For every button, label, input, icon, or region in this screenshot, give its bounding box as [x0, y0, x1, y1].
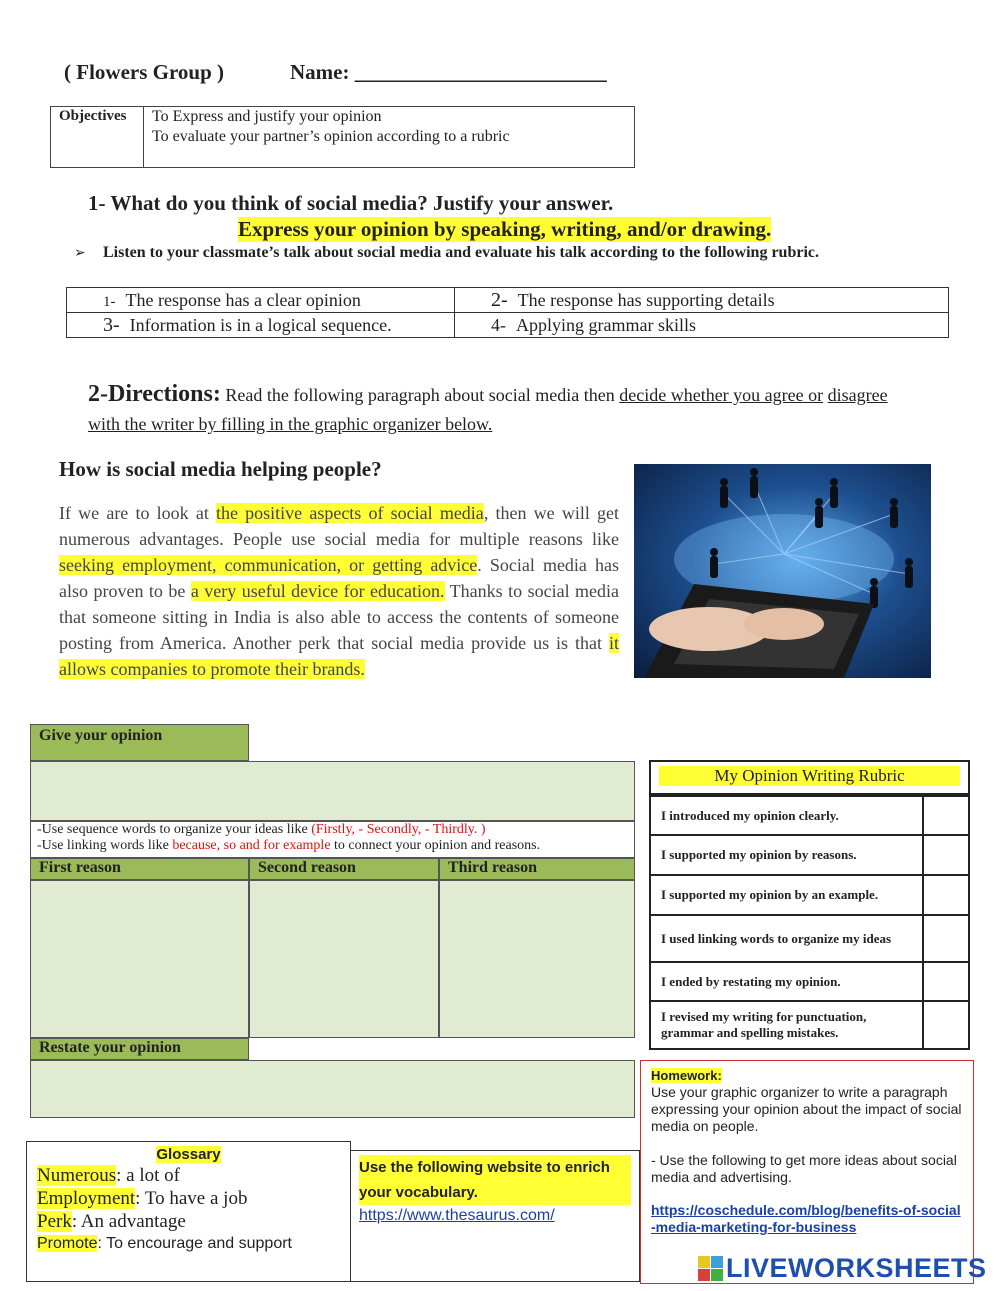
rubric-item: Information is in a logical sequence. — [129, 314, 392, 335]
writing-rubric-item: I supported my opinion by an example. — [650, 875, 923, 915]
writing-rubric — [649, 760, 970, 1050]
give-opinion-header: Give your opinion — [30, 724, 249, 761]
article-text: , then we will get numerous advantages. People use social media for multiple reasons like — [59, 503, 619, 549]
glossary-word: Numerous — [37, 1165, 117, 1186]
directions — [88, 380, 908, 439]
writing-rubric-item: I revised my writing for punctuation, grammar and spelling mistakes. — [650, 1001, 923, 1049]
glossary-word: Promote — [37, 1235, 98, 1252]
homework-box — [640, 1060, 974, 1284]
article-text: If we are to look at — [59, 503, 216, 523]
directions-title: 2-Directions: — [88, 381, 221, 407]
rubric-num: 1- — [103, 293, 116, 310]
writing-rubric-item: I supported my opinion by reasons. — [650, 835, 923, 875]
highlight-uses: seeking employment, communication, or getting advice — [59, 555, 478, 575]
article-heading: How is social media helping people? — [59, 457, 382, 481]
glossary-item — [37, 1187, 340, 1210]
restate-opinion-input[interactable] — [30, 1060, 635, 1118]
article-text: . Social media has also proven to be — [59, 555, 619, 601]
name-field-label: Name: ________________________ — [290, 60, 607, 84]
highlight-brands: it allows companies to promote their brands. — [59, 633, 619, 679]
organizer-hints — [30, 821, 635, 858]
liveworksheets-logo-icon — [698, 1256, 723, 1281]
article-text: Thanks to social media that someone sitting in India is also able to access the contents of someone posting from America. Another perk that social media provide us is that — [59, 581, 620, 653]
hint-sequence-words: (Firstly, - Secondly, - Thirdly. ) — [311, 822, 486, 837]
rubric-checkbox[interactable] — [923, 1001, 969, 1049]
glossary-box — [26, 1141, 351, 1282]
hint-linking-words: because, so and for example — [172, 838, 331, 853]
rubric-item: The response has a clear opinion — [125, 289, 361, 310]
second-reason-header: Second reason — [249, 858, 439, 880]
directions-underlined-1: decide whether you agree or — [619, 385, 824, 405]
rubric-item: Applying grammar skills — [516, 314, 696, 335]
question-1: 1- What do you think of social media? Justify your answer. — [88, 191, 614, 215]
liveworksheets-logo-text: LIVEWORKSHEETS — [726, 1253, 987, 1283]
glossary-word: Employment — [37, 1188, 136, 1209]
writing-rubric-title-text: My Opinion Writing Rubric — [659, 766, 960, 786]
glossary-item — [37, 1164, 340, 1187]
thesaurus-link[interactable]: https://www.thesaurus.com/ — [359, 1207, 555, 1224]
glossary-item — [37, 1210, 340, 1233]
homework-text: Use your graphic organizer to write a paragraph expressing your opinion about the impact of social media on people. — [651, 1084, 962, 1134]
arrow-bullet-icon: ➢ — [74, 246, 86, 261]
second-reason-input[interactable] — [249, 880, 439, 1038]
objective-1: To Express and justify your opinion — [152, 108, 382, 125]
rubric-checkbox[interactable] — [923, 835, 969, 875]
first-reason-input[interactable] — [30, 880, 249, 1038]
hint-text: to connect your opinion and reasons. — [330, 838, 541, 853]
highlight-education: a very useful device for education. — [190, 581, 445, 601]
liveworksheets-logo — [698, 1253, 987, 1284]
website-instruction: Use the following website to enrich your vocabulary. — [359, 1155, 631, 1205]
objectives-table — [50, 106, 635, 168]
rubric-num: 2- — [491, 288, 508, 311]
glossary-definition: : An advantage — [71, 1211, 186, 1232]
rubric-num: 3- — [103, 313, 120, 336]
third-reason-input[interactable] — [439, 880, 635, 1038]
directions-text: Read the following paragraph about social media then — [225, 385, 615, 405]
glossary-definition: : To encourage and support — [97, 1235, 292, 1252]
objective-2: To evaluate your partner’s opinion according to a rubric — [152, 128, 510, 145]
restate-opinion-header: Restate your opinion — [30, 1038, 249, 1060]
glossary-title: Glossary — [156, 1146, 221, 1163]
homework-link[interactable]: https://coschedule.com/blog/benefits-of-social-media-marketing-for-business — [651, 1202, 961, 1235]
group-label: ( Flowers Group ) — [64, 60, 225, 84]
directions-underlined-2: disagree with the writer by filling in the graphic organizer below. — [88, 385, 888, 434]
social-network-laptop-image — [634, 464, 931, 678]
speaking-rubric-table — [66, 287, 949, 338]
homework-text-2: - Use the following to get more ideas about social media and advertising. — [651, 1152, 957, 1185]
glossary-definition: : To have a job — [135, 1188, 248, 1209]
hint-text: -Use sequence words to organize your ideas like — [37, 822, 312, 837]
rubric-item: The response has supporting details — [517, 289, 775, 310]
writing-rubric-item: I introduced my opinion clearly. — [650, 796, 923, 835]
rubric-num: 4- — [491, 314, 506, 335]
opinion-input-box[interactable] — [30, 761, 635, 821]
express-instruction: Express your opinion by speaking, writing, and/or drawing. — [238, 217, 772, 241]
writing-rubric-item: I ended by restating my opinion. — [650, 962, 923, 1001]
listen-instruction: Listen to your classmate’s talk about social media and evaluate his talk according to the following rubric. — [103, 244, 819, 261]
rubric-checkbox[interactable] — [923, 962, 969, 1001]
rubric-checkbox[interactable] — [923, 796, 969, 835]
glossary-definition: : a lot of — [116, 1165, 181, 1186]
highlight-positive-aspects: the positive aspects of social media — [216, 503, 484, 523]
third-reason-header: Third reason — [439, 858, 635, 880]
homework-label: Homework: — [651, 1068, 722, 1083]
rubric-checkbox[interactable] — [923, 875, 969, 915]
writing-rubric-item: I used linking words to organize my ideas — [650, 915, 923, 962]
writing-rubric-title — [649, 760, 970, 795]
objectives-label: Objectives — [51, 107, 144, 167]
glossary-word: Perk — [37, 1211, 72, 1232]
hint-text: -Use linking words like — [37, 838, 173, 853]
first-reason-header: First reason — [30, 858, 249, 880]
website-box — [351, 1150, 640, 1282]
glossary-item — [37, 1233, 340, 1255]
rubric-checkbox[interactable] — [923, 915, 969, 962]
article-paragraph — [59, 500, 619, 682]
